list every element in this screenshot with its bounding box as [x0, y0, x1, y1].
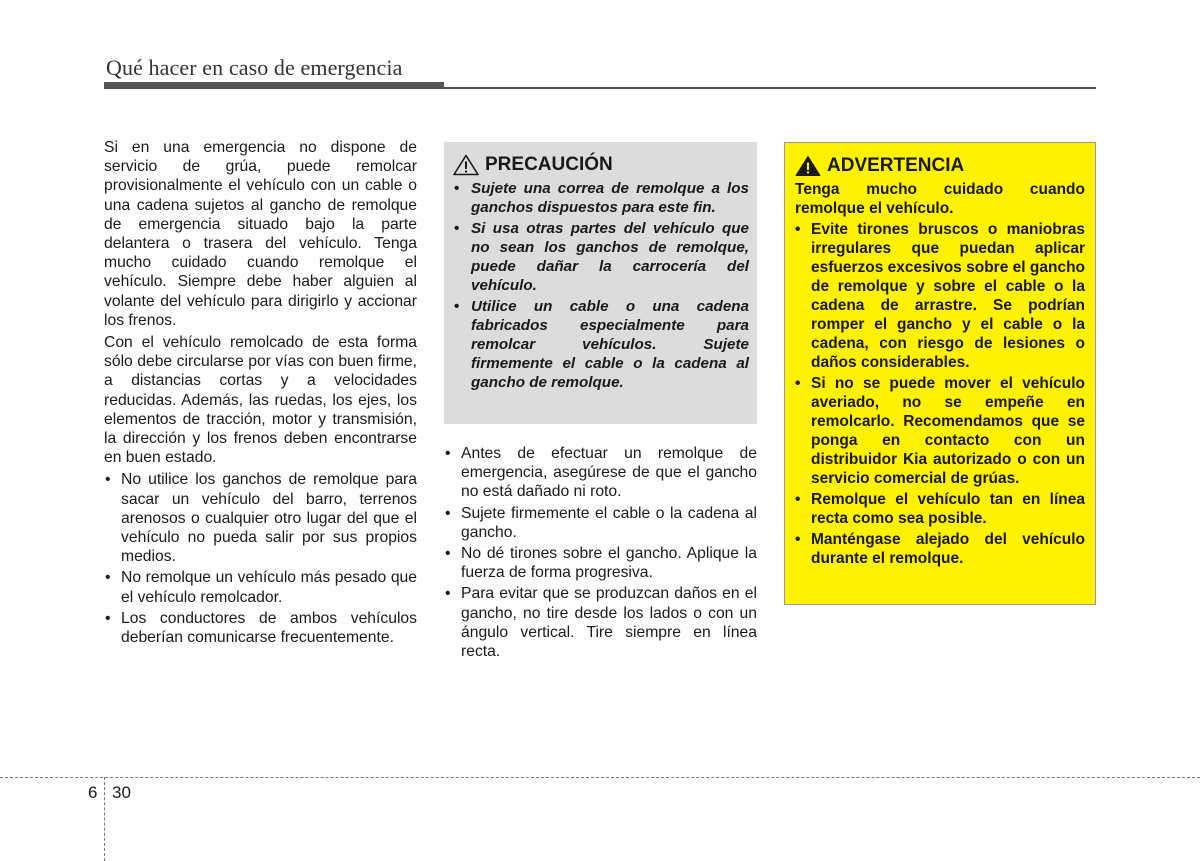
bullet-list — [444, 444, 757, 661]
paragraph: Si en una emergencia no dispone de servicio de grúa, puede remolcar provisionalmente el vehículo con un cable o una cadena sujetos al gancho de remolque de emergencia situado bajo la parte delantera o trasera del vehículo. Tenga mucho cuidado cuando remolque el vehículo. Siempre debe haber alguien al volante del vehículo para dirigirlo y accionar los frenos. — [104, 139, 417, 329]
warning-list — [795, 220, 1085, 568]
list-item: • No utilice los ganchos de remolque para sacar un vehículo del barro, terrenos arenosos o cualquier otro lugar del que el vehículo no pueda salir por sus propios medios. — [105, 471, 417, 566]
bullet-glyph: • — [105, 609, 111, 627]
list-item: • Los conductores de ambos vehículos deberían comunicarse frecuentemente. — [105, 609, 417, 647]
bullet-list — [104, 470, 417, 647]
footer-vertical-divider — [104, 777, 105, 861]
caution-title: PRECAUCIÓN — [485, 154, 613, 175]
warning-intro: Tenga mucho cuidado cuando remolque el vehículo. — [795, 181, 1085, 217]
bullet-glyph: • — [105, 471, 111, 489]
list-item: • Si no se puede mover el vehículo averiado, no se empeñe en remolcarlo. Recomendamos que se ponga en contacto con un distribuidor Kia autorizado o con un servicio comercial de grúas. — [795, 375, 1085, 487]
warning-triangle-icon — [795, 155, 821, 177]
list-item: • Sujete una correa de remolque a los ganchos dispuestos para este fin. — [454, 180, 749, 216]
caution-list — [453, 179, 749, 392]
footer-divider — [0, 777, 1200, 778]
section-title: Qué hacer en caso de emergencia — [106, 55, 403, 80]
column-left — [104, 138, 417, 649]
warning-box — [784, 142, 1096, 605]
warning-title: ADVERTENCIA — [827, 155, 965, 176]
warning-triangle-icon — [453, 154, 479, 176]
list-item: • Si usa otras partes del vehículo que no sean los ganchos de remolque, puede dañar la carrocería del vehículo. — [454, 220, 749, 294]
list-item: • Sujete firmemente el cable o la cadena al gancho. — [445, 504, 757, 541]
caution-box — [444, 142, 757, 424]
list-item: • No dé tirones sobre el gancho. Aplique la fuerza de forma progresiva. — [445, 545, 757, 582]
paragraph: Con el vehículo remolcado de esta forma sólo debe circularse por vías con buen firme, a distancias cortas y a velocidades reducidas. Además, las ruedas, los ejes, los elementos de tracción, motor y transmisión, la dirección y los frenos deben encontrarse en buen estado. — [104, 334, 417, 467]
list-item: • Remolque el vehículo tan en línea recta como sea posible. — [795, 491, 1085, 527]
bullet-glyph: • — [105, 569, 111, 587]
chapter-number: 6 — [88, 783, 98, 802]
title-rule-thick — [104, 82, 444, 89]
page-number: 30 — [112, 783, 131, 802]
list-item: • Evite tirones bruscos o maniobras irregulares que puedan aplicar esfuerzos excesivos sobre el gancho de remolque y sobre el cable o la cadena de arrastre. Se podrían romper el gancho y el cable o la cadena, con riesgo de lesiones o daños considerables. — [795, 221, 1085, 371]
list-item: • Para evitar que se produzcan daños en el gancho, no tire desde los lados o con un ángulo vertical. Tire siempre en línea recta. — [445, 585, 757, 661]
list-item: • Utilice un cable o una cadena fabricados especialmente para remolcar vehículos. Sujete firmemente el cable o la cadena al gancho de remolque. — [454, 298, 749, 391]
caution-heading — [453, 154, 749, 176]
column-middle — [444, 444, 757, 663]
title-rule-thin — [444, 87, 1096, 89]
list-item: • Antes de efectuar un remolque de emergencia, asegúrese de que el gancho no está dañado ni roto. — [445, 445, 757, 501]
list-item: • Manténgase alejado del vehículo durante el remolque. — [795, 531, 1085, 567]
list-item: • No remolque un vehículo más pesado que el vehículo remolcador. — [105, 569, 417, 606]
warning-heading — [795, 155, 1085, 177]
